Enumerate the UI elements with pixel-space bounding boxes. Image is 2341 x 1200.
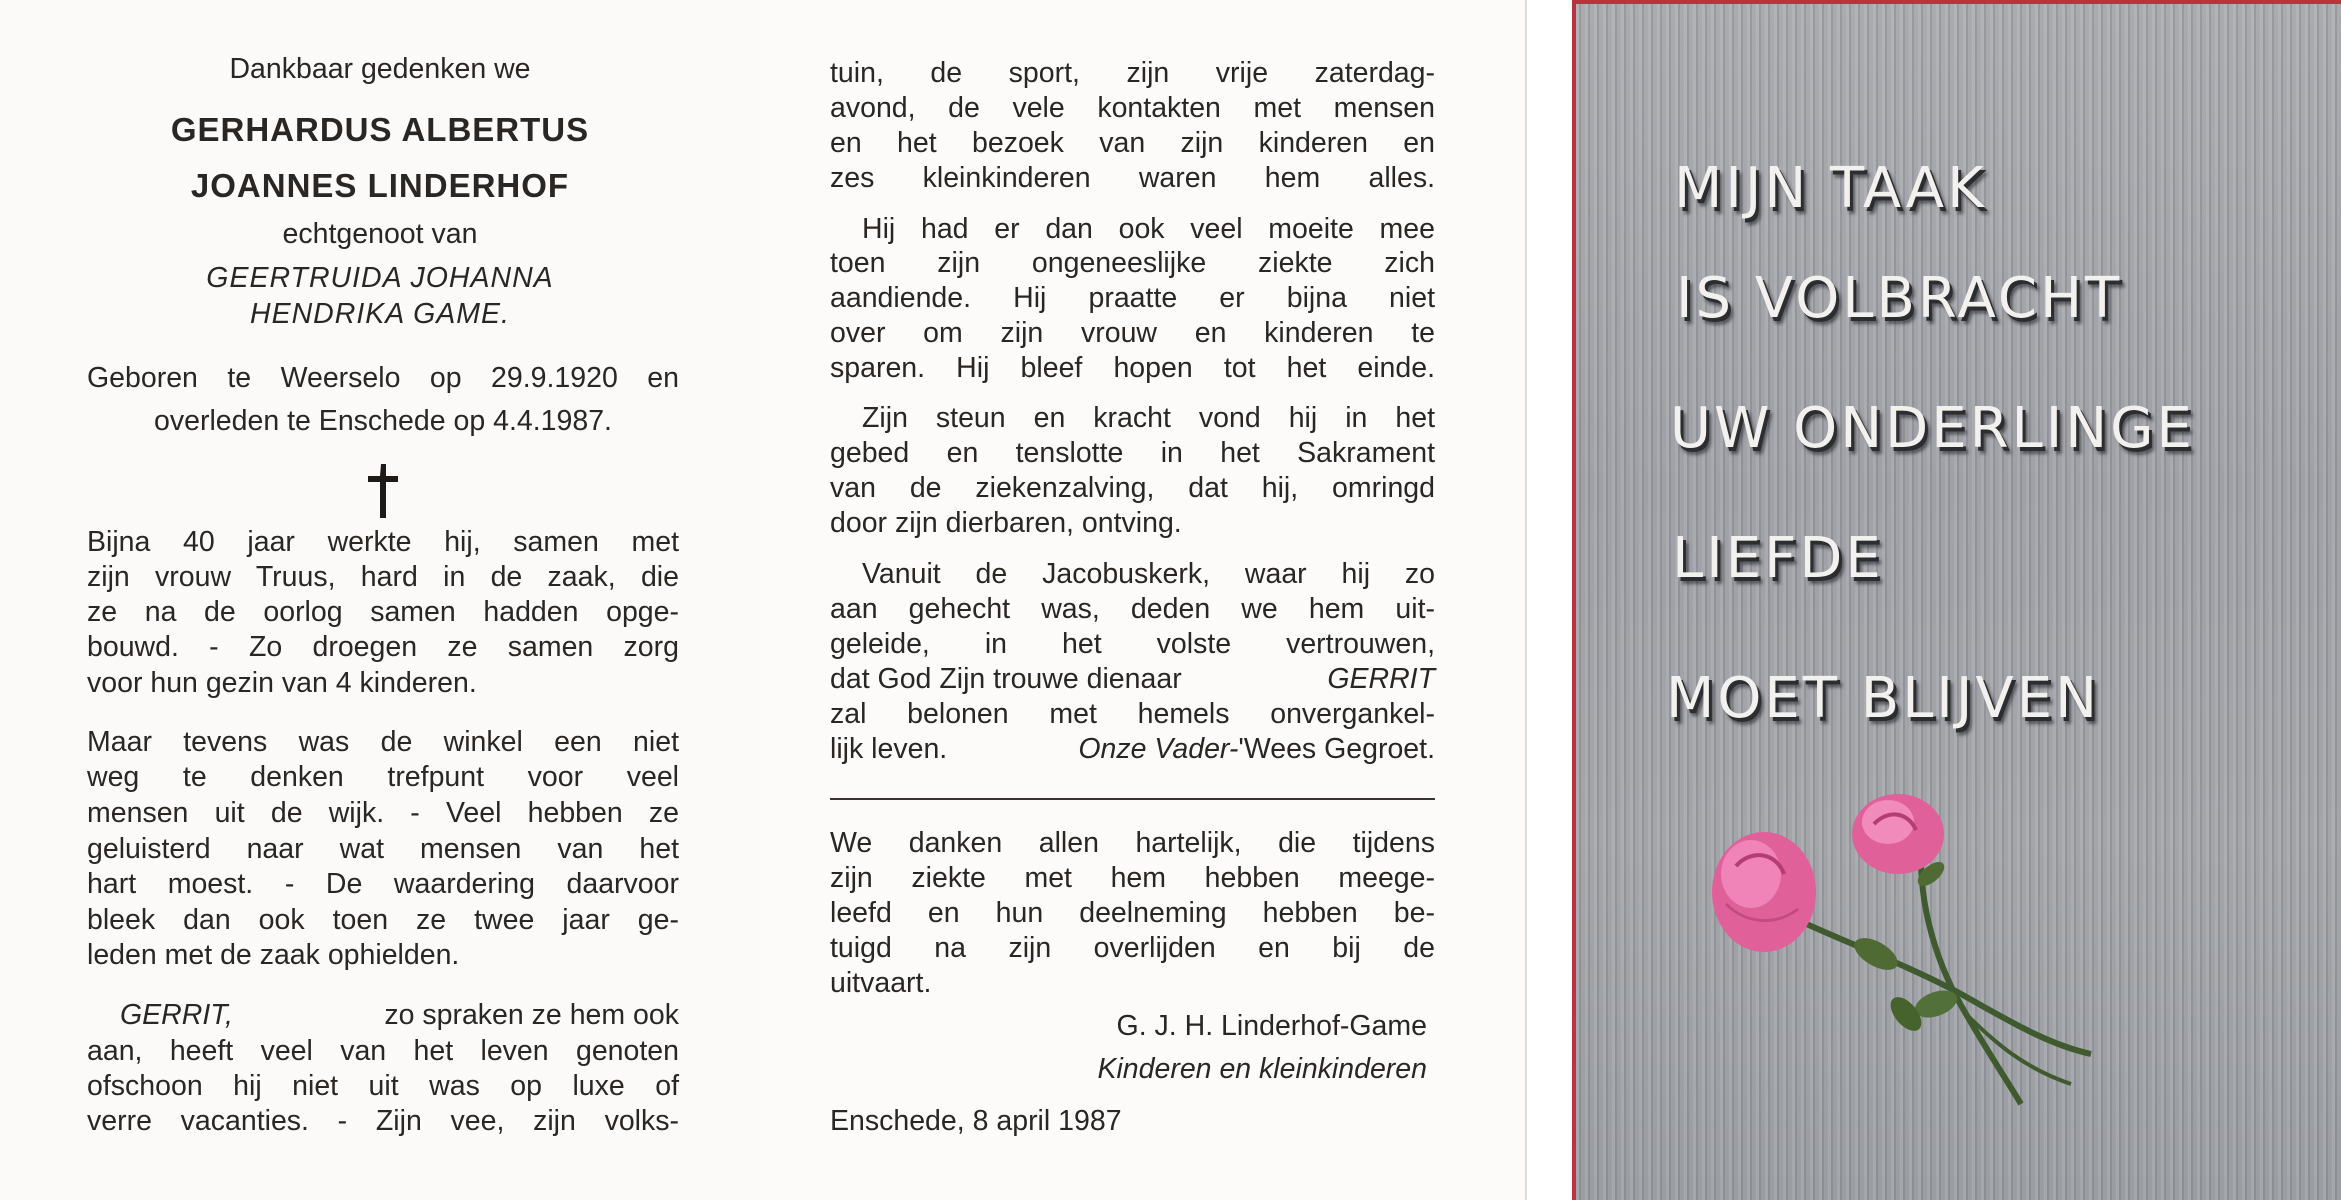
text-line [830,732,1435,768]
birth-line: Geboren te Weerselo op 29.9.1920 en [87,362,679,394]
text-line: zes kleinkinderen waren hem alles. [830,162,1435,194]
text-line: aan gehecht was, deden we hem uit- [830,593,1435,625]
rose-right [1852,794,1944,874]
spouse-name-line-2: HENDRIKA GAME. [250,298,510,330]
text-line: tuigd na zijn overlijden en bij de [830,932,1435,964]
text-line: geluisterd naar wat mensen van het [87,833,679,865]
text-line: aandiende. Hij praatte er bijna niet [830,282,1435,314]
text-line: aan, heeft veel van het leven genoten [87,1035,679,1067]
text-line: Hij had er dan ook veel moeite mee [862,213,1435,245]
text-line: leden met de zaak ophielden. [87,939,460,971]
plaque-line-5: MOET BLIJVEN [1666,666,2101,731]
prayer-names [1078,732,1435,768]
text-line: Maar tevens was de winkel een niet [87,726,679,758]
text-line: avond, de vele kontakten met mensen [830,92,1435,124]
photo-page [1572,0,2341,1200]
text-line: mensen uit de wijk. - Veel hebben ze [87,797,679,829]
text-line: sparen. Hij bleef hopen tot het einde. [830,352,1435,384]
text-line: geleide, in het volste vertrouwen, [830,628,1435,660]
name-gerrit: GERRIT, [120,999,233,1031]
text-line: bouwd. - Zo droegen ze samen zorg [87,631,679,663]
text-line: over om zijn vrouw en kinderen te [830,317,1435,349]
text-line: en het bezoek van zijn kinderen en [830,127,1435,159]
text-line: tuin, de sport, zijn vrije zaterdag- [830,57,1435,89]
spouse-label: echtgenoot van [282,218,478,250]
text-fragment: dat God Zijn trouwe dienaar [830,663,1190,695]
rose-stems [1774,859,2091,1104]
text-line [120,998,679,1034]
text-fragment: zo spraken ze hem ook [376,999,679,1031]
text-line: weg te denken trefpunt voor veel [87,761,679,793]
text-line: leefd en hun deelneming hebben be- [830,897,1435,929]
memorial-photo [1576,4,2341,1200]
text-line: verre vacanties. - Zijn vee, zijn volks- [87,1105,679,1137]
plaque-line-2: IS VOLBRACHT [1676,266,2123,331]
section-divider [830,798,1435,800]
plaque-line-3: UW ONDERLINGE [1670,396,2195,461]
text-line: Zijn steun en kracht vond hij in het [862,402,1435,434]
death-line: overleden te Enschede op 4.4.1987. [154,405,612,437]
text-line: toen zijn ongeneeslijke ziekte zich [830,247,1435,279]
text-line: ofschoon hij niet uit was op luxe of [87,1070,679,1102]
text-line: Vanuit de Jacobuskerk, waar hij zo [862,558,1435,590]
text-line: hart moest. - De waardering daarvoor [87,868,679,900]
signature: G. J. H. Linderhof-Game [1116,1010,1427,1042]
rose-leaves [1849,858,1961,1037]
card-fold [1525,0,1527,1200]
rose-left [1712,832,1816,952]
name-gerrit: GERRIT [1327,663,1435,695]
text-line: zal belonen met hemels onvergankel- [830,698,1435,730]
text-fragment: lijk leven. [830,733,964,765]
cross-icon [358,462,408,520]
prayer-onze-vader: Onze Vader- [1078,733,1239,765]
plaque-line-4: LIEFDE [1672,526,1884,591]
roses-illustration [1576,4,2341,1200]
text-line: gebed en tenslotte in het Sakrament [830,437,1435,469]
deceased-name-line-2: JOANNES LINDERHOF [190,167,570,204]
text-line: door zijn dierbaren, ontving. [830,507,1182,539]
text-line: uitvaart. [830,967,932,999]
text-line [830,662,1435,698]
text-line: voor hun gezin van 4 kinderen. [87,667,477,699]
signature-family: Kinderen en kleinkinderen [1097,1053,1427,1085]
place-date: Enschede, 8 april 1987 [830,1105,1122,1137]
text-line: zijn vrouw Truus, hard in de zaak, die [87,561,679,593]
text-line: van de ziekenzalving, dat hij, omringd [830,472,1435,504]
plaque-line-1: MIJN TAAK [1674,156,1987,221]
prayer-wees-gegroet: 'Wees Gegroet. [1238,733,1435,765]
text-line: Bijna 40 jaar werkte hij, samen met [87,526,679,558]
deceased-name-line-1: GERHARDUS ALBERTUS [170,111,590,148]
text-line: zijn ziekte met hem hebben meege- [830,862,1435,894]
intro-line: Dankbaar gedenken we [229,53,531,85]
spouse-name-line-1: GEERTRUIDA JOHANNA [206,262,554,294]
text-line: bleek dan ook toen ze twee jaar ge- [87,904,679,936]
text-line: We danken allen hartelijk, die tijdens [830,827,1435,859]
text-line: ze na de oorlog samen hadden opge- [87,596,679,628]
